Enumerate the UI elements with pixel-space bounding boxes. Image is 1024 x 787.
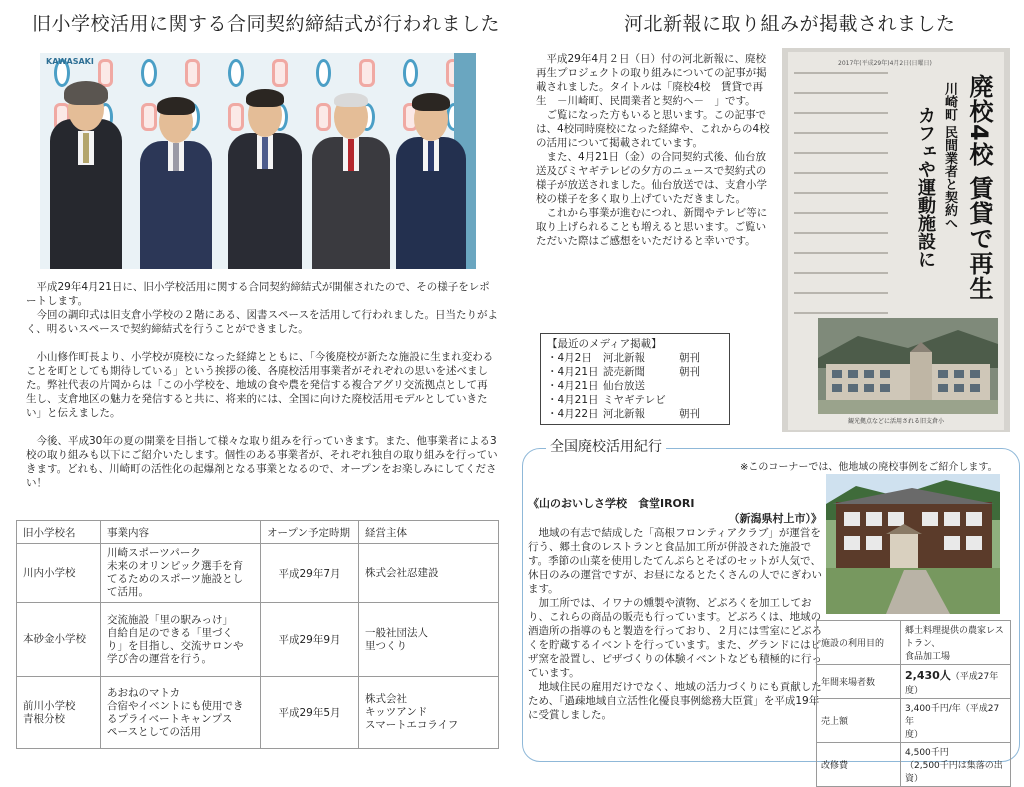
left-title: 旧小学校活用に関する合同契約締結式が行われました (32, 13, 501, 35)
schoolhouse-photo (826, 474, 1000, 614)
operator: 株式会社 (365, 693, 407, 705)
ceremony-photo (40, 53, 476, 269)
content-line: あおねのマトカ (107, 686, 181, 699)
operator: 株式会社忍建設 (365, 566, 439, 579)
table-row (817, 743, 1011, 787)
tour-subject-title: 《山のおいしさ学校 食堂IRORI (528, 497, 695, 510)
tour-note: ※このコーナーでは、他地域の廃校事例をご紹介します。 (740, 462, 998, 473)
table-header-row (17, 521, 499, 544)
facility-info-table (816, 620, 1011, 787)
school-name: 前川小学校 (23, 699, 76, 712)
tour-title: 全国廃校活用紀行 (546, 434, 666, 458)
clipping-headline-main: 廃校4校 賃貸で再生 (965, 74, 993, 302)
media-item: ・4月21日 ミヤギテレビ (547, 394, 666, 406)
person-4 (306, 85, 396, 269)
content-line: ペースとしての活用 (107, 725, 201, 738)
right-title: 河北新報に取り組みが掲載されました (624, 13, 956, 35)
operator: スマートエコライフ (365, 719, 459, 731)
table-row (17, 603, 499, 677)
operator: キッツアンド (365, 706, 428, 718)
table-header: 事業内容 (101, 521, 261, 544)
open-date: 平成29年5月 (261, 677, 359, 749)
tour-body (528, 526, 822, 722)
person-1 (44, 69, 128, 269)
info-label: 売上額 (817, 699, 901, 743)
media-item: ・4月22日 河北新報 朝刊 (547, 408, 700, 420)
content-line: 交流施設「里の駅みっけ」 (107, 613, 233, 626)
newspaper-clipping (782, 48, 1010, 432)
info-label: 改修費 (817, 743, 901, 787)
table-row (17, 544, 499, 603)
content-line: 学び舎の運営を行う。 (107, 652, 212, 665)
content-line: 未来のオリンピック選手を育 (107, 560, 244, 572)
content-line: り」を目指し、交流サロンや (107, 639, 244, 652)
info-value: 4,500千円 (905, 748, 949, 758)
operator: 里つくり (365, 639, 407, 652)
table-header: オープン予定時期 (261, 521, 359, 544)
clipping-headline-third: カフェや運動施設に (915, 106, 936, 268)
open-date: 平成29年7月 (261, 544, 359, 603)
info-value: 郷土料理提供の農家レストラン、 (905, 626, 1004, 649)
info-value: 食品加工場 (905, 652, 951, 662)
table-row (817, 699, 1011, 743)
left-paragraph-2: 今回の調印式は旧支倉小学校の２階にある、図書スペースを活用して行われました。日当たりがよく、明るいスペースで契約締結式を行うことができました。 (26, 309, 498, 335)
right-paragraph-3: また、4月21日（金）の合同契約式後、仙台放送及びミヤギテレビの夕方のニュースで契約式の様子が放送されました。仙台放送では、支倉小学校の様子を多く取り上げていただきました。 (536, 151, 767, 205)
school-name: 青根分校 (23, 712, 65, 725)
table-row (817, 621, 1011, 665)
tour-paragraph-2: 加工所では、イワナの燻製や漬物、どぶろくを加工しており、これらの商品の販売も行っています。どぶろくは、地域の酒造所の指導のもと製造を行っており、２月には雪室にどぶろくを貯蔵するイベントを行っています。また、グランドにはピザ窯を設置し、ピザづくりの体験イベントなども積極的に行っています。 (528, 597, 822, 679)
media-item: ・4月2日 河北新報 朝刊 (547, 352, 700, 364)
clipping-header: 2017年(平成29年)4月2日(日曜日) (838, 60, 932, 67)
content-line: 合宿やイベントにも使用でき (107, 699, 244, 712)
left-paragraph-4: 今後、平成30年の夏の開業を目指して様々な取り組みを行っていきます。また、他事業者による3校の取り組みも以下にご紹介いたします。個性のある事業者が、それぞれ独自の取り組みを行っていきます。どれも、川崎町の活性化の起爆剤となる事業となるので、オープンをお楽しみにしてください！ (26, 435, 498, 489)
media-item: ・4月21日 仙台放送 (547, 380, 645, 392)
clipping-headline-sub: 川崎町 民間業者と契約へ (942, 82, 957, 230)
school-name: 本砂金小学校 (23, 633, 86, 645)
tour-paragraph-3: 地域住民の雇用だけでなく、地域の活力づくりにも貢献したため、「過疎地域自立活性化優良事例総務大臣賞」を平成19年に受賞しました。 (528, 681, 822, 721)
banner-text: KAWASAKI (46, 57, 94, 66)
left-paragraph-1: 平成29年4月21日に、旧小学校活用に関する合同契約締結式が開催されたので、その様子をレポートします。 (26, 281, 490, 307)
content-line: て活用。 (107, 586, 149, 598)
info-label: 年間来場者数 (817, 665, 901, 699)
left-paragraph-3: 小山修作町長より、小学校が廃校になった経緯とともに、「今後廃校が新たな施設に生まれ変わることを町としても期待している」という挨拶の後、各廃校活用事業者がそれぞれの思いを述べました。弊社代表の片岡からは「この小学校を、地域の食や農を発信する複合アグリ交流拠点として再生し、支倉地区の魅力を発信すると共に、将来的には、全国に向けた廃校活用モデルとしていきたい」と伝えました。 (26, 351, 494, 419)
content-line: 川崎スポーツパーク (107, 547, 201, 559)
info-value: 2,430人 (905, 669, 951, 682)
school-name: 川内小学校 (23, 566, 76, 579)
table-row (817, 665, 1011, 699)
project-table (16, 520, 499, 749)
media-item: ・4月21日 読売新聞 朝刊 (547, 366, 700, 378)
right-paragraph-4: これから事業が進むにつれ、新聞やテレビ等に取り上げられることも増えると思います。ご覧いただいた際はご感想をいただけると幸いです。 (536, 207, 768, 247)
open-date: 平成29年9月 (261, 603, 359, 677)
info-value: 度） (905, 730, 924, 740)
operator: 一般社団法人 (365, 626, 428, 639)
info-value: 3,400千円/年（平成27年 (905, 704, 1000, 727)
left-body (26, 280, 498, 490)
info-label: 施設の利用目的 (817, 621, 901, 665)
tour-paragraph-1: 地域の有志で結成した「高根フロンティアクラブ」が運営を行う、郷土食のレストランと食品加工所が併設された施設です。季節の山菜を使用したてんぷらとそばのセットが人気で、休日のみの運営ですが、お昼になるとたくさんの人でにぎわいます。 (528, 527, 822, 595)
right-paragraph-1: 平成29年4月２日（日）付の河北新報に、廃校再生プロジェクトの取り組みについての記事が掲載されました。タイトルは「廃校4校 賃貸で再生 －川崎町、民間業者と契約へ－ 」です。 (536, 53, 767, 107)
right-body (536, 52, 770, 248)
media-title: 【最近のメディア掲載】 (547, 338, 662, 350)
tour-subject-location: （新潟県村上市）》 (728, 512, 822, 525)
info-value: （平成27年度） (905, 672, 999, 696)
person-2 (134, 93, 218, 269)
media-box (540, 333, 730, 425)
table-row (17, 677, 499, 749)
content-line: 自給自足のできる「里づく (107, 626, 233, 639)
table-header: 旧小学校名 (17, 521, 101, 544)
info-value: （2,500千円は集落の出資） (905, 761, 1003, 784)
clipping-caption: 観光拠点などに活用される旧支倉小 (848, 418, 945, 425)
table-header: 経営主体 (359, 521, 499, 544)
person-3 (222, 83, 308, 269)
content-line: るプライベートキャンプス (107, 712, 233, 725)
content-line: てるためのスポーツ施設とし (107, 573, 244, 585)
clipping-school-photo (818, 318, 998, 414)
tour-subject (528, 496, 822, 526)
person-5 (392, 89, 472, 269)
right-paragraph-2: ご覧になった方もいると思います。この記事では、4校同時廃校になった経緯や、これからの4校の活用について掲載されています。 (536, 109, 770, 149)
